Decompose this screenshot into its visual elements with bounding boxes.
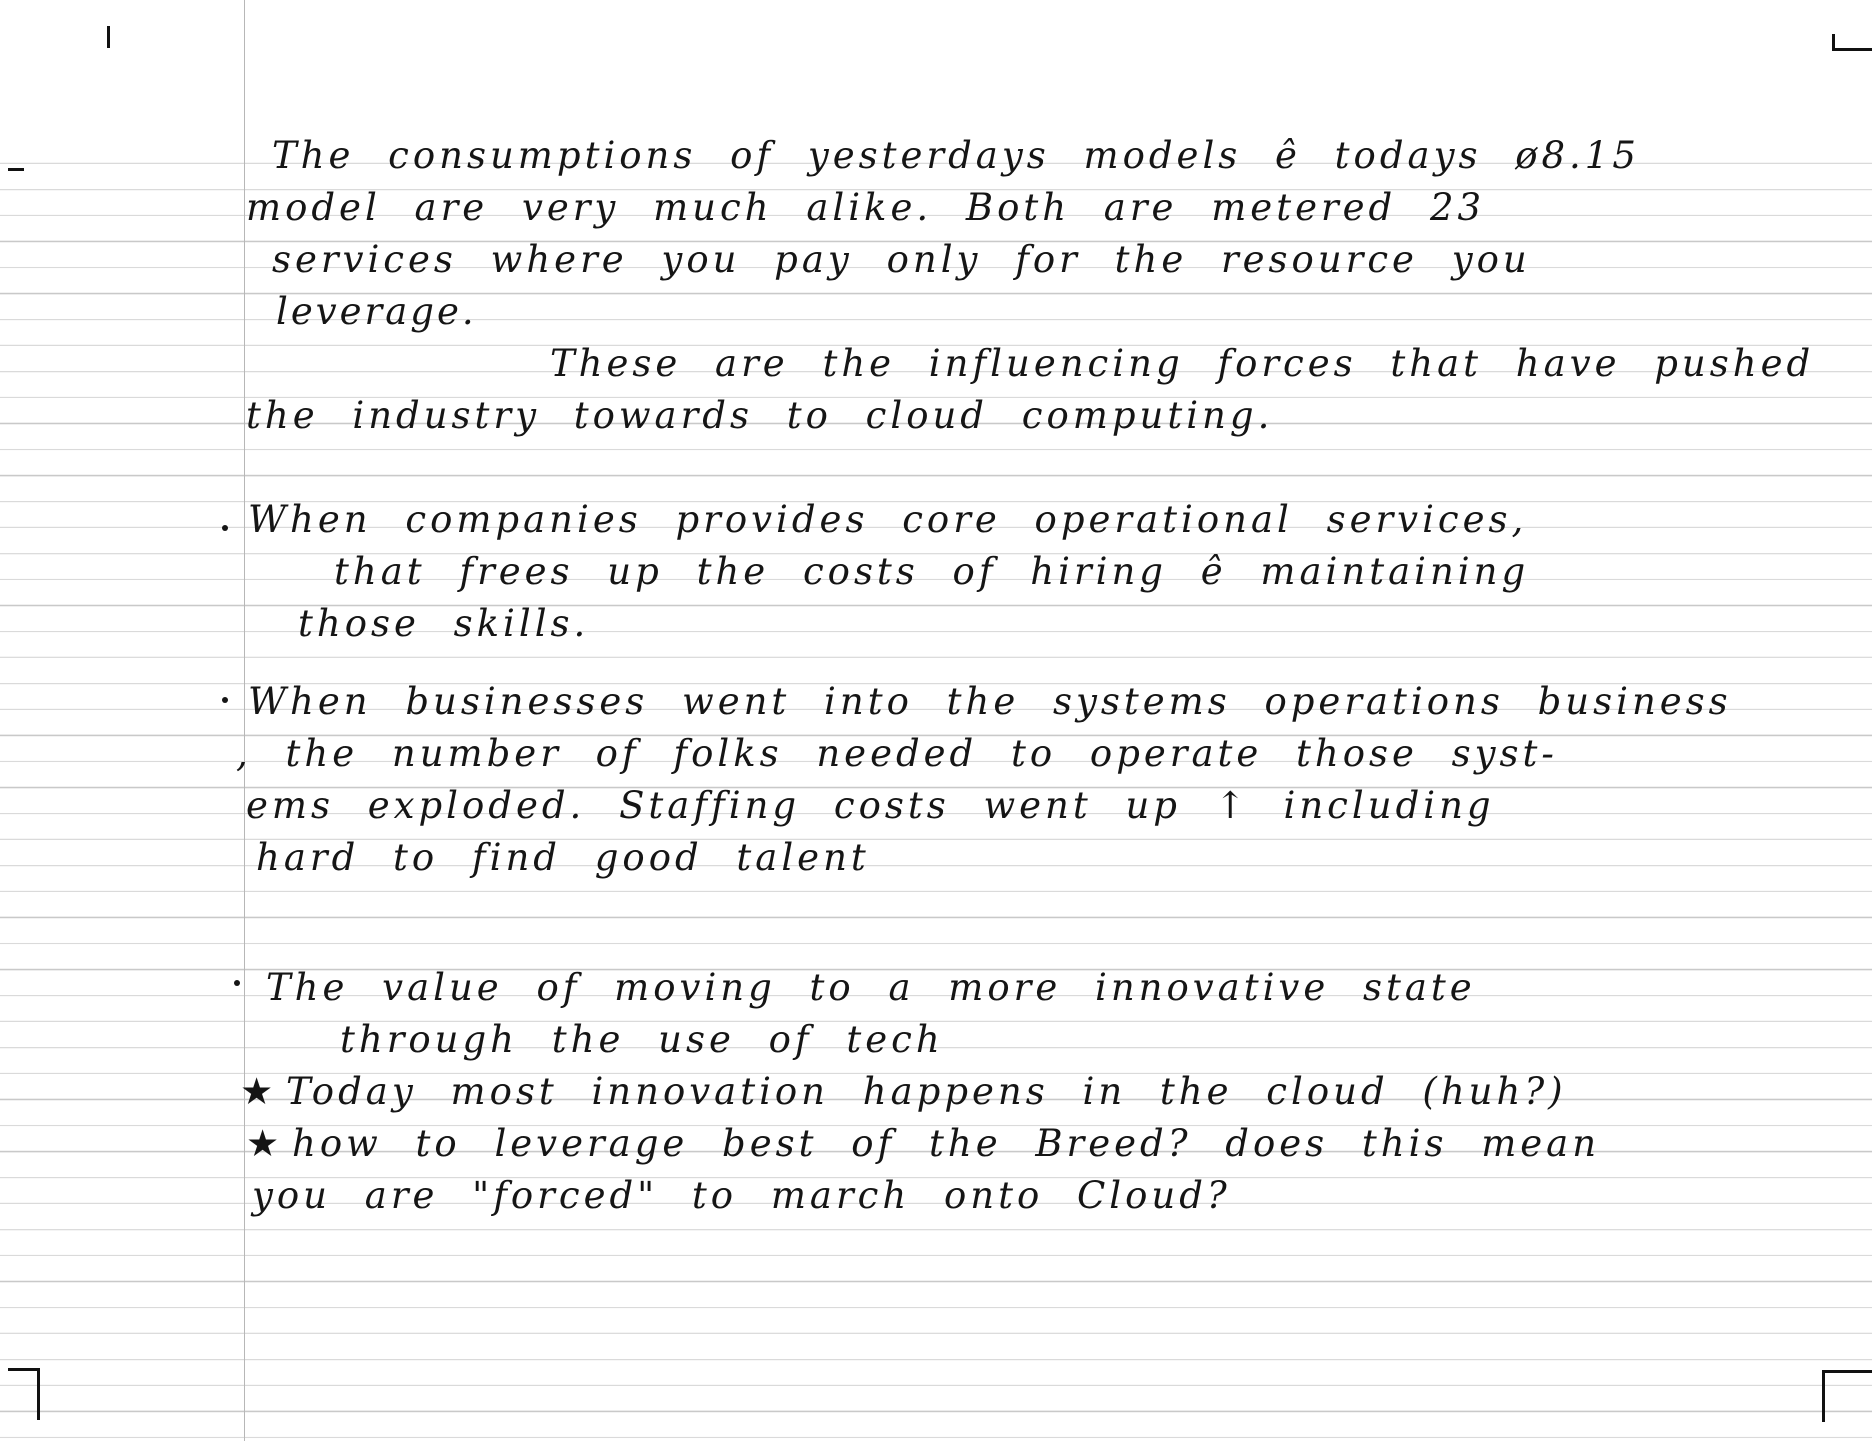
bottom-left-corner-mark-v — [37, 1368, 40, 1420]
bottom-right-corner-mark-v — [1822, 1370, 1825, 1422]
bullet-line: The value of moving to a more innovative state — [266, 966, 1476, 1009]
note-line: leverage. — [276, 290, 477, 333]
note-line: services where you pay only for the resource you — [272, 238, 1531, 281]
note-line: the industry towards to cloud computing. — [246, 394, 1274, 437]
note-line: The consumptions of yesterdays models ê todays ø8.15 — [272, 134, 1640, 177]
bullet-line: that frees up the costs of hiring ê maintaining — [334, 550, 1530, 593]
bullet-dot — [222, 697, 228, 703]
top-tick-mark — [107, 26, 110, 48]
bottom-left-corner-mark — [8, 1368, 40, 1371]
bullet-line: those skills. — [298, 602, 590, 645]
starred-line: Today most innovation happens in the cloud (huh?) — [286, 1070, 1567, 1113]
note-line: These are the influencing forces that have pushed — [550, 342, 1815, 385]
bullet-line: through the use of tech — [340, 1018, 944, 1061]
top-right-corner-mark — [1832, 48, 1872, 51]
bullet-dot — [222, 525, 228, 531]
bullet-line: ems exploded. Staffing costs went up ↑ including — [246, 784, 1495, 827]
bullet-line: When companies provides core operational services, — [248, 498, 1528, 541]
starred-line: how to leverage best of the Breed? does this mean — [292, 1122, 1601, 1165]
left-dash-mark — [8, 168, 24, 171]
closing-line: you are "forced" to march onto Cloud? — [252, 1174, 1231, 1217]
top-right-corner-mark-v — [1832, 34, 1835, 50]
star-marker: ★ — [246, 1122, 283, 1165]
bullet-line: When businesses went into the systems operations business — [248, 680, 1732, 723]
star-marker: ★ — [240, 1070, 277, 1113]
bottom-right-corner-mark — [1822, 1370, 1872, 1373]
bullet-line: hard to find good talent — [256, 836, 870, 879]
margin-line — [244, 0, 245, 1441]
bullet-dot — [234, 980, 240, 986]
note-line: model are very much alike. Both are metered 23 — [246, 186, 1486, 229]
bullet-line: , the number of folks needed to operate those syst- — [236, 732, 1558, 775]
